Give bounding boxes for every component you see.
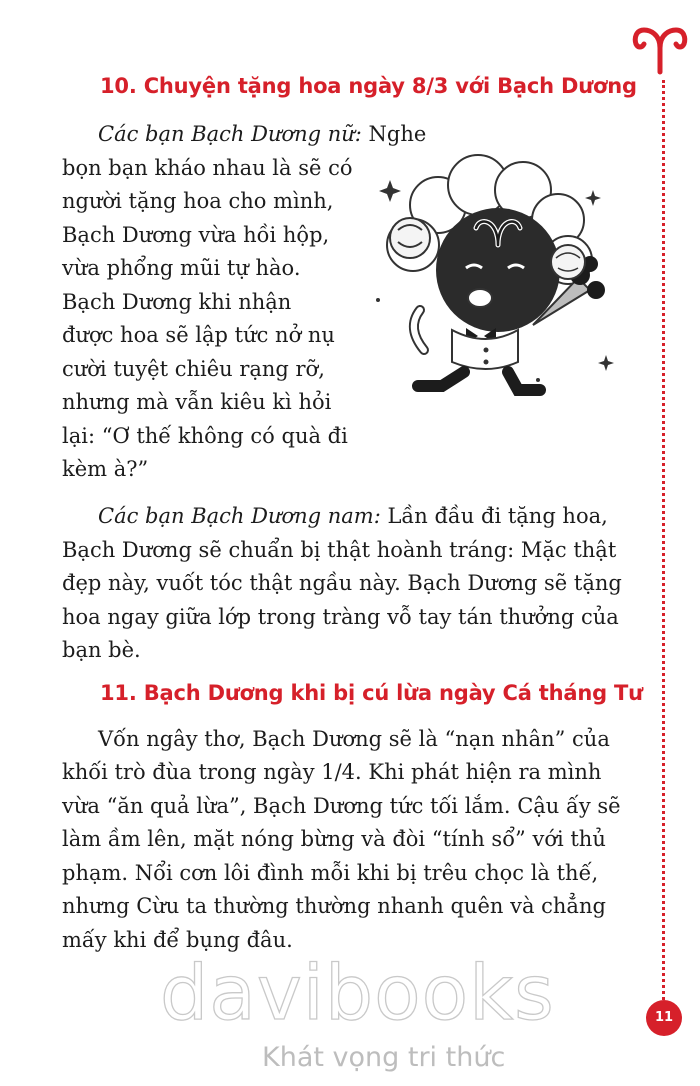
page-number-badge: 11 xyxy=(646,1000,682,1036)
paragraph-line: hoa ngay giữa lớp trong tràng vỗ tay tán thưởng của xyxy=(62,605,619,629)
paragraph-line: được hoa sẽ lập tức nở nụ xyxy=(62,323,335,347)
paragraph-line: nhưng mà vẫn kiêu kì hỏi xyxy=(62,390,332,414)
paragraph-line: bạn bè. xyxy=(62,638,141,662)
paragraph-line: Bạch Dương vừa hồi hộp, xyxy=(62,223,330,247)
paragraph-line: đẹp này, vuốt tóc thật ngầu này. Bạch Dương sẽ tặng xyxy=(62,571,622,595)
paragraph-line: Bạch Dương sẽ chuẩn bị thật hoành tráng: Mặc thật xyxy=(62,538,617,562)
paragraph-line: làm ầm lên, mặt nóng bừng và đòi “tính sổ” với thủ xyxy=(62,827,606,851)
paragraph-line: Các bạn Bạch Dương nam: Lần đầu đi tặng hoa, xyxy=(98,504,608,528)
girls-lead: Các bạn Bạch Dương nữ: xyxy=(98,122,362,146)
paragraph-line: phạm. Nổi cơn lôi đình mỗi khi bị trêu chọc là thế, xyxy=(62,861,599,885)
paragraph-line: bọn bạn kháo nhau là sẽ có xyxy=(62,156,353,180)
paragraph-line: người tặng hoa cho mình, xyxy=(62,189,334,213)
paragraph-line: cười tuyệt chiêu rạng rỡ, xyxy=(62,357,325,381)
boys-lead: Các bạn Bạch Dương nam: xyxy=(98,504,381,528)
paragraph-line: vừa phổng mũi tự hào. xyxy=(62,256,301,280)
paragraph-line: lại: “Ơ thế không có quà đi xyxy=(62,424,348,448)
section-11-heading: 11. Bạch Dương khi bị cú lừa ngày Cá tháng Tư xyxy=(100,681,643,705)
paragraph-line: Bạch Dương khi nhận xyxy=(62,290,292,314)
section-10-heading: 10. Chuyện tặng hoa ngày 8/3 với Bạch Dương xyxy=(100,74,637,98)
paragraph-line: Vốn ngây thơ, Bạch Dương sẽ là “nạn nhân” của xyxy=(98,727,610,751)
paragraph-line: khối trò đùa trong ngày 1/4. Khi phát hiện ra mình xyxy=(62,760,602,784)
aries-ram-character-illustration xyxy=(368,150,618,400)
paragraph-line: kèm à?” xyxy=(62,457,149,481)
paragraph-line: mấy khi để bụng đâu. xyxy=(62,928,293,952)
paragraph-line: vừa “ăn quả lừa”, Bạch Dương tức tối lắm. Cậu ấy sẽ xyxy=(62,794,621,818)
margin-dotted-rule xyxy=(662,80,665,1000)
paragraph-line: Các bạn Bạch Dương nữ: Nghe xyxy=(98,122,427,146)
watermark-brand: davibooks xyxy=(160,948,555,1037)
watermark-tagline: Khát vọng tri thức xyxy=(262,1042,506,1073)
paragraph-line: nhưng Cừu ta thường thường nhanh quên và chẳng xyxy=(62,894,606,918)
aries-icon xyxy=(630,26,690,76)
